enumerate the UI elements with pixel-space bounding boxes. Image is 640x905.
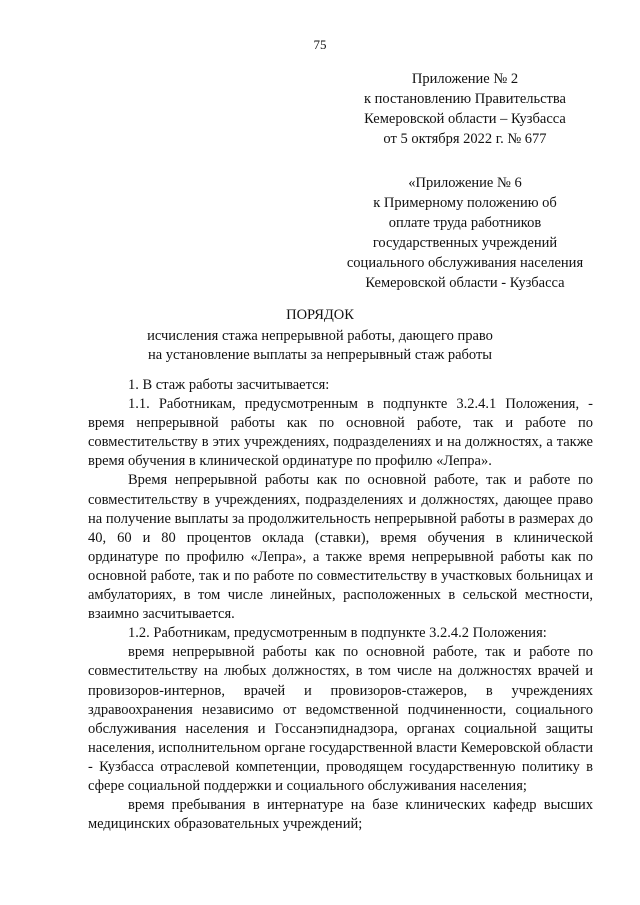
appendix-2-line: Кемеровской области – Кузбасса [364, 111, 566, 127]
appendix-6-line: государственных учреждений [372, 235, 558, 251]
appendix-6-line: к Примерному положению об [373, 195, 557, 211]
subtitle-line: исчисления стажа непрерывной работы, дающего право [147, 328, 493, 344]
paragraph: 1. В стаж работы засчитывается: [128, 377, 330, 393]
paragraph: Время непрерывной работы как по основной работе, так и работе по совместительству в учреждениях, подразделениях и должностях, дающее право на получение выплаты за продолжительность непрерывной работы в размерах до 40, 60 и 80 процентов оклада (ставки), время обучения в клинической ординатуре по профилю «Лепра», а также время непрерывной работы как по основной работе, так и по работе по совместительству в участковых больницах и амбулаториях, в том числе линейных, расположенных в сельской местности, взаимно засчитывается. [88, 472, 593, 623]
appendix-6-header [300, 173, 630, 293]
appendix-6-line: социального обслуживания населения [346, 255, 584, 271]
appendix-2-header [300, 69, 630, 149]
appendix-6-line: «Приложение № 6 [408, 175, 522, 191]
paragraph: 1.2. Работникам, предусмотренным в подпункте 3.2.4.2 Положения: [128, 625, 547, 642]
document-title: ПОРЯДОК [286, 307, 354, 323]
document-body [88, 376, 593, 834]
appendix-2-line: от 5 октября 2022 г. № 677 [383, 131, 547, 147]
paragraph: время непрерывной работы как по основной работе, так и работе по совместительству на любых должностях, в том числе на должностях врачей и провизоров-интернов, врачей и провизоров-стажеров, в учреждениях здравоохранения независимо от ведомственной подчиненности, социального обслуживания населения и Госсанэпиднадзора, органах социальной защиты населения, исполнительном органе государственной власти Кемеровской области - Кузбасса отраслевой компетенции, проводящем государственную политику в сфере социальной поддержки и социального обслуживания населения; [88, 644, 593, 794]
paragraph: 1.1. Работникам, предусмотренным в подпункте 3.2.4.1 Положения, - время непрерывной работы как по основной работе, так и работе по совместительству в этих учреждениях, подразделениях и на должностях, а также время обучения в клинической ординатуре по профилю «Лепра». [88, 396, 593, 470]
appendix-2-line: к постановлению Правительства [364, 91, 566, 107]
appendix-6-line: оплате труда работников [388, 215, 542, 231]
appendix-2-line: Приложение № 2 [411, 71, 519, 87]
document-subtitle [0, 327, 640, 365]
appendix-6-line: Кемеровской области - Кузбасса [365, 275, 565, 291]
page-number: 75 [313, 37, 327, 52]
subtitle-line: на установление выплаты за непрерывный стаж работы [147, 347, 493, 363]
paragraph: время пребывания в интернатуре на базе клинических кафедр высших медицинских образовательных учреждений; [88, 797, 593, 833]
